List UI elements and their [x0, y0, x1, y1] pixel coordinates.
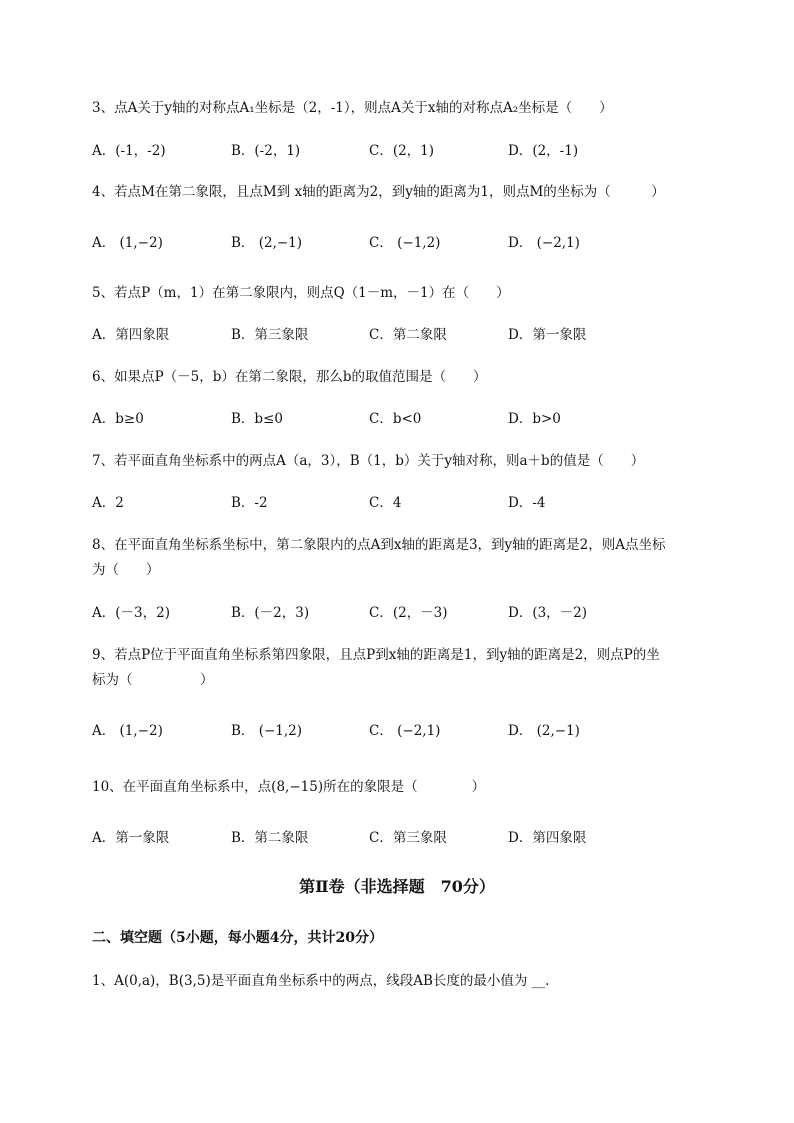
option-d: D．第一象限: [508, 327, 587, 343]
option-d: D．-4: [508, 495, 546, 511]
option-b: B．b≤0: [231, 411, 283, 427]
option-c: C．(2，1): [369, 143, 435, 159]
option-d: D． (2,−1): [508, 723, 580, 739]
option-c: C．4: [369, 495, 402, 511]
question-6-options: [92, 409, 692, 429]
question-6-stem: 6、如果点P（－5，b）在第二象限，那么b的取值范围是（ ）: [92, 369, 487, 385]
option-c: C．(2，－3): [369, 605, 448, 621]
option-c: C．b<0: [369, 411, 422, 427]
option-d: D．(3，－2): [508, 605, 588, 621]
question-9-options: [92, 721, 692, 741]
question-4-options: [92, 233, 692, 253]
question-9-stem: 9、若点P位于平面直角坐标系第四象限，且点P到x轴的距离是1，到y轴的距离是2，则点P的坐: [92, 647, 660, 663]
option-d: D．b>0: [508, 411, 561, 427]
question-10-options: [92, 828, 692, 848]
option-a: A．(-1，-2): [92, 143, 166, 159]
option-c: C．第三象限: [369, 830, 447, 846]
option-b: B．第三象限: [231, 327, 309, 343]
option-a: A．第一象限: [92, 830, 170, 846]
option-d: D．第四象限: [508, 830, 587, 846]
question-5-stem: 5、若点P（m，1）在第二象限内，则点Q（1－m，－1）在（ ）: [92, 285, 510, 301]
question-10-stem: 10、在平面直角坐标系中，点(8,−15)所在的象限是（ ）: [92, 779, 486, 795]
question-7-stem: 7、若平面直角坐标系中的两点A（a，3），B（1，b）关于y轴对称，则a＋b的值是（ ）: [92, 453, 645, 469]
option-c: C． (−1,2): [369, 235, 441, 251]
option-a: A．(－3，2): [92, 605, 170, 621]
option-d: D． (−2,1): [508, 235, 580, 251]
option-a: A．第四象限: [92, 327, 170, 343]
question-8-options: [92, 603, 692, 623]
question-7-options: [92, 493, 692, 513]
option-b: B． (2,−1): [231, 235, 303, 251]
option-b: B．(-2，1): [231, 143, 301, 159]
fill-question-1: 1、A(0,a)，B(3,5)是平面直角坐标系中的两点，线段AB长度的最小值为 __.: [92, 973, 550, 989]
question-3-options: [92, 141, 692, 161]
option-b: B．-2: [231, 495, 268, 511]
question-8-stem-cont: 为（ ）: [92, 562, 160, 578]
option-c: C．第二象限: [369, 327, 447, 343]
option-a: A．b≥0: [92, 411, 144, 427]
option-c: C． (−2,1): [369, 723, 441, 739]
option-a: A．2: [92, 495, 124, 511]
option-b: B．(－2，3): [231, 605, 310, 621]
question-9-stem-cont: 标为（ ）: [92, 672, 214, 688]
option-b: B． (−1,2): [231, 723, 303, 739]
option-a: A． (1,−2): [92, 235, 163, 251]
question-5-options: [92, 325, 692, 345]
question-8-stem: 8、在平面直角坐标系坐标中，第二象限内的点A到x轴的距离是3，到y轴的距离是2，则A点坐标: [92, 537, 666, 553]
question-3-stem: 3、点A关于y轴的对称点A₁坐标是（2，-1），则点A关于x轴的对称点A₂坐标是（ ）: [92, 100, 613, 116]
option-b: B．第二象限: [231, 830, 309, 846]
option-d: D．(2，-1): [508, 143, 579, 159]
part-title: 第Ⅱ卷（非选择题 70分）: [299, 877, 495, 896]
section-heading: 二、填空题（5小题，每小题4分，共计20分）: [92, 930, 383, 946]
question-4-stem: 4、若点M在第二象限，且点M到 x轴的距离为2，到y轴的距离为1，则点M的坐标为（ ）: [92, 184, 665, 200]
option-a: A． (1,−2): [92, 723, 163, 739]
